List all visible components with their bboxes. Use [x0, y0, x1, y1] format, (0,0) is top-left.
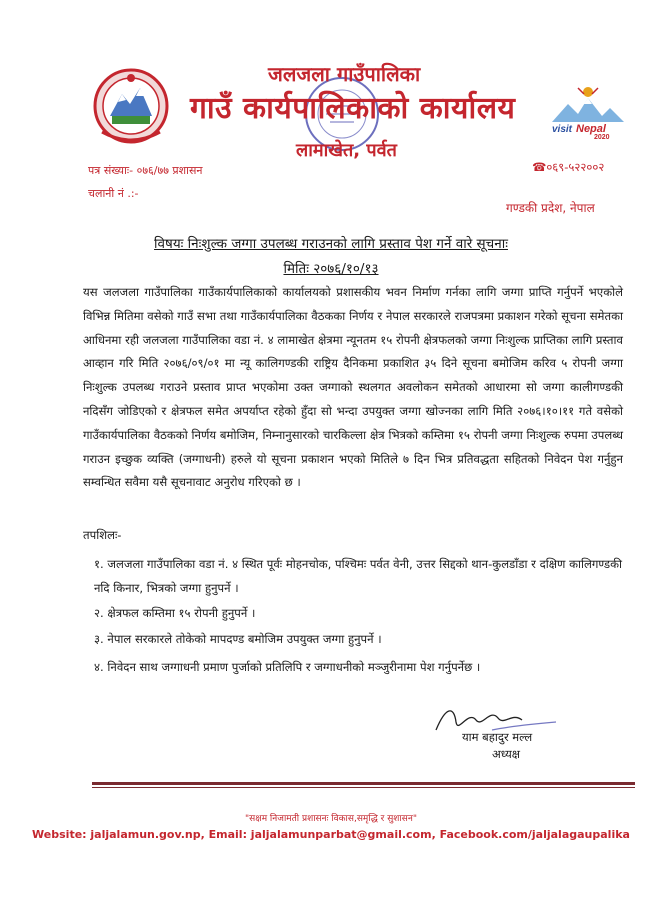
footer-divider — [92, 782, 635, 785]
nepal-emblem-icon — [88, 68, 174, 148]
phone-number: ☎०६९-५२२००२ — [532, 160, 605, 174]
signatory-title: अध्यक्ष — [492, 747, 521, 761]
signatory-name: याम बहादुर मल्ल — [462, 730, 533, 744]
province-name: गण्डकी प्रदेश, नेपाल — [506, 201, 595, 215]
list-item: ३. नेपाल सरकारले तोकेको मापदण्ड बमोजिम उपयुक्त जग्गा हुनुपर्ने । — [94, 632, 382, 646]
svg-text:visit: visit — [552, 124, 573, 135]
footer-divider-thin — [92, 787, 635, 788]
footer-contact: Website: jaljalamun.gov.np, Email: jaljalamunparbat@gmail.com, Facebook.com/jaljalagaupalika — [32, 828, 630, 841]
list-item: २. क्षेत्रफल कम्तिमा १५ रोपनी हुनुपर्ने । — [94, 606, 256, 620]
list-item: १. जलजला गाउँपालिका वडा नं. ४ स्थित पूर्वः मोहनचोक, पश्चिमः पर्वत वेनी, उत्तर सिद्दको थान-कुलडाँडा र दक्षिण कालिगण्डकी नदि किनार, भित्रको जग्गा हुनुपर्ने । — [94, 557, 623, 595]
municipality-name: जलजला गाउँपालिका — [268, 62, 421, 86]
letter-number: पत्र संख्याः- ०७६/७७ प्रशासन — [88, 164, 203, 177]
office-location: लामाखेत, पर्वत — [296, 140, 397, 161]
visit-nepal-2020-logo — [548, 84, 628, 140]
notice-date: मितिः २०७६/१०/१३ — [283, 261, 379, 277]
svg-text:2020: 2020 — [594, 134, 610, 140]
notice-subject: विषयः निःशुल्क जग्गा उपलब्ध गराउनको लागि प्रस्ताव पेश गर्ने वारे सूचनाः — [154, 236, 508, 252]
footer-slogan: "सक्षम निजामती प्रशासनः विकास,समृद्धि र सुशासन" — [245, 814, 417, 824]
svg-text:Nepal: Nepal — [576, 123, 606, 135]
details-heading: तपशिलः- — [83, 528, 122, 542]
dispatch-number: चलानी नं .:- — [88, 187, 139, 200]
notice-body: यस जलजला गाउँपालिका गाउँकार्यपालिकाको कार्यालयको प्रशासकीय भवन निर्माण गर्नका लागि जग्गा प्राप्ति गर्नुपर्ने भएकोले विभिन्न मितिमा वसेको गाउँ सभा तथा गाउँकार्यपालिका वैठकका निर्णय र नेपाल सरकारले राजपत्रमा प्रकाशन गरेको सूचना समेतका आधिनमा रही जलजला गाउँपालिका वडा नं. ४ लामाखेत क्षेत्रमा न्यूनतम १५ रोपनी क्षेत्रफलको जग्गा निःशुल्क प्राप्तिका लागि प्रस्ताव आव्हान गरि मिति २०७६/०९/०१ मा न्यू कालिगण्डकी राष्ट्रिय दैनिकमा प्रकाशित ३५ दिने सूचना बमोजिम करिव ५ रोपनी जग्गा निःशुल्क उपलब्ध गराउने प्रस्ताव प्राप्त भएकोमा उक्त जग्गाको स्थलगत अवलोकन समेतको आधारमा सो जग्गा कालीगण्डकी नदिसँग जोडिएको र क्षेत्रफल समेत अपर्याप्त रहेको हुँदा सो भन्दा उपयुक्त जग्गा खोज्नका लागि मिति २०७६।१०।११ गते वसेको गाउँकार्यपालिका वैठकको निर्णय बमोजिम, निम्नानुसारको चारकिल्ला क्षेत्र भित्रको कम्तिमा १५ रोपनी जग्गा निःशुल्क रुपमा उपलब्ध गराउन इच्छुक व्यक्ति (जग्गाधनी) हरुले यो सूचना प्रकाशन भएको मितिले ७ दिन भित्र प्रतिवद्धता सहितको निवेदन पेश गर्नुहुन सम्वन्धित सवैमा यसै सूचनावाट अनुरोध गरिएको छ । — [83, 285, 623, 490]
office-name: गाउँ कार्यपालिकाको कार्यालय — [190, 91, 516, 126]
list-item: ४. निवेदन साथ जग्गाधनी प्रमाण पुर्जाको प्रतिलिपि र जग्गाधनीको मञ्जुरीनामा पेश गर्नुपर्नेछ । — [94, 660, 481, 674]
